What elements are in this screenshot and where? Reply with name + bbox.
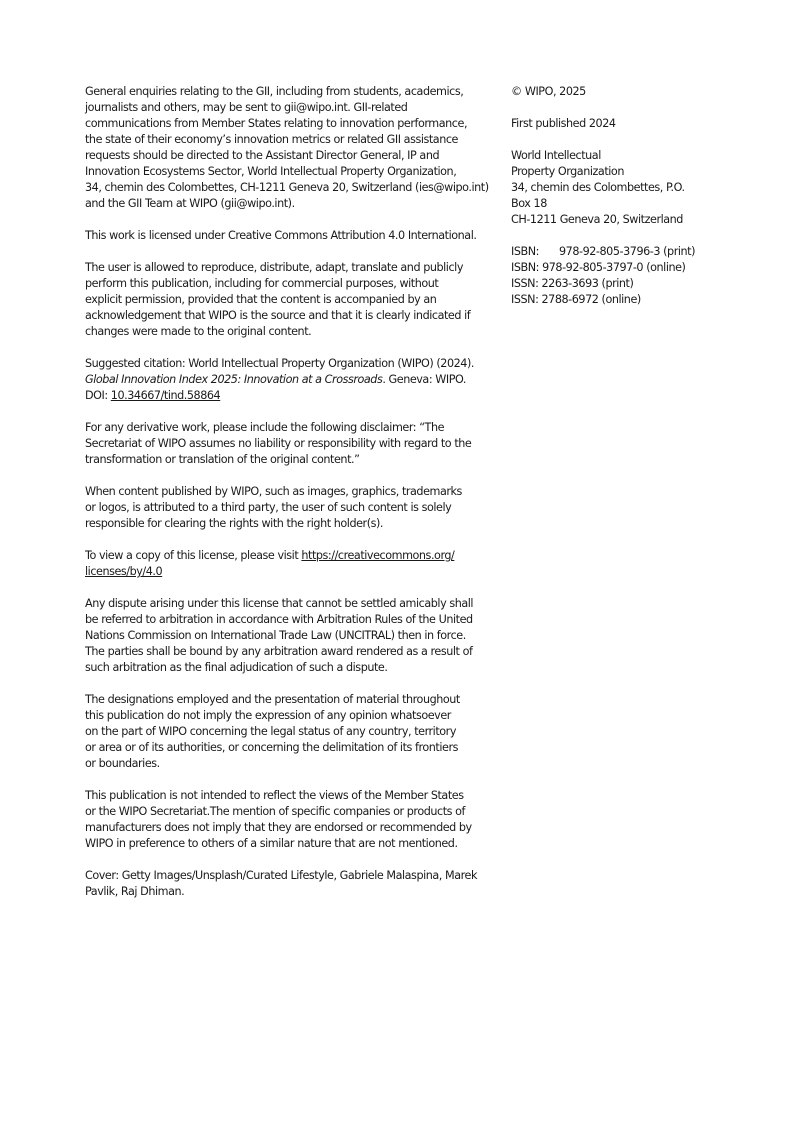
designations-paragraph: The designations employed and the presentation of material throughout this publication do not imply the expression of any opinion whatsoever on the part of WIPO concerning the legal status of any country, territory or area or of its authorities, or concerning the delimitation of its frontiers or boundaries. (85, 693, 460, 770)
left-column (85, 84, 515, 916)
dispute-paragraph: Any dispute arising under this license that cannot be settled amicably shall be referred to arbitration in accordance with Arbitration Rules of the United Nations Commission on International Trade Law (UNCITRAL) then in force. The parties shall be bound by any arbitration award rendered as a result of such arbitration as the final adjudication of such a dispute. (85, 597, 474, 674)
doi-line: DOI: 10.34667/tind.58864 (85, 389, 221, 402)
enquiries-paragraph: General enquiries relating to the GII, including from students, academics, journalists and others, may be sent to gii@wipo.int. GII-related communications from Member States relating to innovation performance, the state of their economy’s innovation metrics or related GII assistance requests should be directed to the Assistant Director General, IP and Innovation Ecosystems Sector, World Intellectual Property Organization, 34, chemin des Colombettes, CH-1211 Geneva 20, Switzerland (ies@wipo.int) and the GII Team at WIPO (gii@wipo.int). (85, 85, 489, 210)
isbn-print: ISBN: 978-92-805-3796-3 (print) (511, 245, 696, 258)
license-paragraph: This work is licensed under Creative Commons Attribution 4.0 International. (85, 229, 477, 242)
publication-title: Global Innovation Index 2025: Innovation at a Crossroads (85, 373, 383, 386)
isbn-online: ISBN: 978-92-805-3797-0 (online) (511, 261, 686, 274)
issn-online: ISSN: 2788-6972 (online) (511, 293, 641, 306)
permission-paragraph: The user is allowed to reproduce, distribute, adapt, translate and publicly perform this publication, including for commercial purposes, without explicit permission, provided that the content is accompanied by an acknowledgement that WIPO is the source and that it is clearly indicated if changes were made to the original content. (85, 261, 471, 338)
views-paragraph: This publication is not intended to reflect the views of the Member States or the WIPO Secretariat.The mention of specific companies or products of manufacturers does not imply that they are endorsed or recommended by WIPO in preference to others of a similar nature that are not mentioned. (85, 789, 472, 850)
cover-credits-paragraph: Cover: Getty Images/Unsplash/Curated Lifestyle, Gabriele Malaspina, Marek Pavlik, Raj Dhiman. (85, 869, 477, 898)
publisher-address: World Intellectual Property Organization 34, chemin des Colombettes, P.O. Box 18 CH-1211 Geneva 20, Switzerland (511, 149, 685, 226)
disclaimer-paragraph: For any derivative work, please include the following disclaimer: “The Secretariat of WIPO assumes no liability or responsibility with regard to the transformation or translation of the original content.” (85, 421, 472, 466)
license-link-continued[interactable]: licenses/by/4.0 (85, 565, 163, 578)
right-column (511, 84, 761, 324)
copyright-notice: © WIPO, 2025 (511, 85, 586, 98)
third-party-paragraph: When content published by WIPO, such as images, graphics, trademarks or logos, is attributed to a third party, the user of such content is solely responsible for clearing the rights with the right holder(s). (85, 485, 462, 530)
doi-link[interactable]: 10.34667/tind.58864 (110, 389, 221, 402)
issn-print: ISSN: 2263-3693 (print) (511, 277, 634, 290)
first-published: First published 2024 (511, 117, 616, 130)
identifiers (511, 244, 761, 308)
citation-title-line: Global Innovation Index 2025: Innovation at a Crossroads. Geneva: WIPO. (85, 373, 467, 386)
citation-paragraph: Suggested citation: World Intellectual Property Organization (WIPO) (2024). Global Innovation Index 2025: Innovation at a Crossroads. Geneva: WIPO. DOI: 10.34667/tind.58864 (85, 356, 515, 404)
view-license-paragraph: To view a copy of this license, please visit https://creativecommons.org/ licenses/by/4.0 (85, 549, 455, 578)
license-link[interactable]: https://creativecommons.org/ (301, 549, 455, 562)
